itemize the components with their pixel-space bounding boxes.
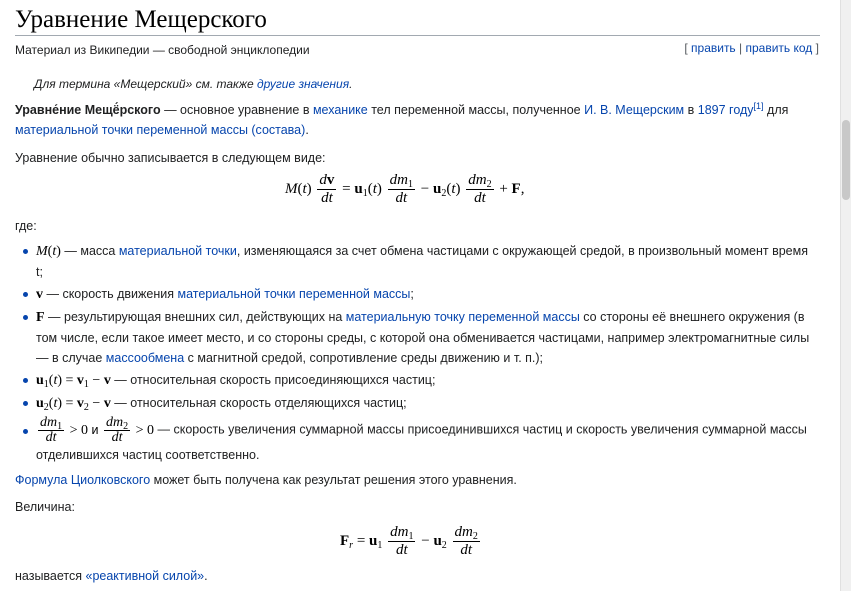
bullet-icon [23, 315, 28, 320]
formula-rates: $\frac{dm_1}{dt}$ > 0 и $\frac{dm_2}{dt}$ > 0 [40, 415, 155, 445]
scrollbar-thumb[interactable] [842, 120, 850, 200]
formula-mass: M(t) [36, 244, 61, 259]
intro-text-4: для [763, 103, 789, 117]
def-text: со стороны её внешнего окружения (в том числе, если такое имеет место, и со стороны среды, с которой она обменивается частицами, например электромагнитные силы — в случае [36, 310, 810, 365]
edit-code-link[interactable]: править код [745, 41, 813, 55]
list-item [23, 416, 813, 465]
edit-separator: | [739, 41, 743, 55]
intro-text-3: в [684, 103, 698, 117]
reactive-prefix: называется [15, 569, 86, 583]
list-item [23, 393, 813, 414]
link-material-point-variable-2[interactable]: материальную точку переменной массы [345, 310, 580, 324]
edit-bracket-close: ] [815, 41, 819, 55]
page-title: Уравнение Мещерского [15, 0, 820, 36]
site-subtitle: Материал из Википедии — свободной энциклопедии [15, 43, 310, 57]
hatnote-text: Для термина «Мещерский» см. также [34, 77, 257, 91]
bullet-icon [23, 249, 28, 254]
definitions-list [23, 241, 813, 467]
def-text: — скорость движения [43, 287, 178, 301]
intro-paragraph [15, 100, 815, 140]
link-material-point[interactable]: материальной точки переменной массы (состава) [15, 123, 306, 137]
paragraph-where: где: [15, 219, 37, 233]
edit-link[interactable]: править [691, 41, 736, 55]
formula-u2: $u_2(t) = v_2 - v$ [36, 396, 111, 413]
tsiolkovsky-text: может быть получена как результат решения этого уравнения. [150, 473, 517, 487]
hatnote-link[interactable]: другие значения [256, 77, 350, 91]
bullet-icon [23, 378, 28, 383]
def-text: — результирующая внешних сил, действующих на [44, 310, 346, 324]
bullet-icon [23, 429, 28, 434]
def-text: — скорость увеличения суммарной массы присоединившихся частиц и скорость увеличения суммарной массы отделившихся частиц соответственно. [36, 422, 807, 462]
list-item [23, 284, 813, 305]
reactive-suffix: . [204, 569, 208, 583]
paragraph-tsiolkovsky [15, 470, 815, 490]
list-item [23, 241, 813, 282]
list-item [23, 370, 813, 391]
link-material-point-variable[interactable]: материальной точки переменной массы [177, 287, 411, 301]
link-1897[interactable]: 1897 году [697, 103, 754, 117]
def-text: ; [410, 287, 414, 301]
edit-links [684, 41, 819, 55]
def-text: с магнитной средой, сопротивление среды движению и т. п.); [184, 351, 544, 365]
list-item [23, 307, 813, 368]
link-mechanics[interactable]: механике [312, 103, 368, 117]
def-text: — масса [60, 244, 119, 258]
formula-force: F [36, 310, 45, 325]
formula-velocity: v [36, 287, 43, 302]
equation-reactive: $F_r = u_1$ $\frac{dm_1}{dt}$ − $u_2$ $\frac{dm_2}{dt}$ [340, 524, 478, 558]
ref-link[interactable]: [1] [753, 100, 764, 111]
link-meshchersky[interactable]: И. В. Мещерским [584, 103, 685, 117]
bullet-icon [23, 292, 28, 297]
article-content [15, 0, 820, 583]
intro-text-2: тел переменной массы, полученное [367, 103, 585, 117]
link-tsiolkovsky[interactable]: Формула Циолковского [15, 473, 151, 487]
hatnote [34, 77, 352, 91]
bullet-icon [23, 401, 28, 406]
intro-term: Уравне́ние Мещё́рского [15, 103, 161, 117]
def-text: , изменяющаяся за счет обмена частицами с окружающей средой, в произвольный момент время t; [36, 244, 808, 279]
equation-main: M(t) $\frac{dv}{dt}$ = $u_1(t)$ $\frac{dm_1}{dt}$ − $u_2(t)$ $\frac{dm_2}{dt}$ + F, [285, 172, 525, 206]
link-mass-exchange[interactable]: массообмена [105, 351, 185, 365]
scrollbar[interactable] [840, 0, 851, 591]
hatnote-suffix: . [349, 77, 353, 91]
def-text: — относительная скорость присоединяющихся частиц; [110, 373, 436, 387]
paragraph-quantity: Величина: [15, 500, 75, 514]
link-reactive-force[interactable]: «реактивной силой» [85, 569, 205, 583]
edit-bracket-open: [ [684, 41, 688, 55]
intro-text-5: . [305, 123, 309, 137]
paragraph-reactive [15, 566, 815, 586]
def-text: — относительная скорость отделяющихся частиц; [110, 396, 407, 410]
paragraph-form: Уравнение обычно записывается в следующем виде: [15, 151, 326, 165]
formula-u1: $u_1(t) = v_1 - v$ [36, 373, 111, 390]
link-material-point-2[interactable]: материальной точки [118, 244, 237, 258]
intro-text-1: — основное уравнение в [160, 103, 313, 117]
